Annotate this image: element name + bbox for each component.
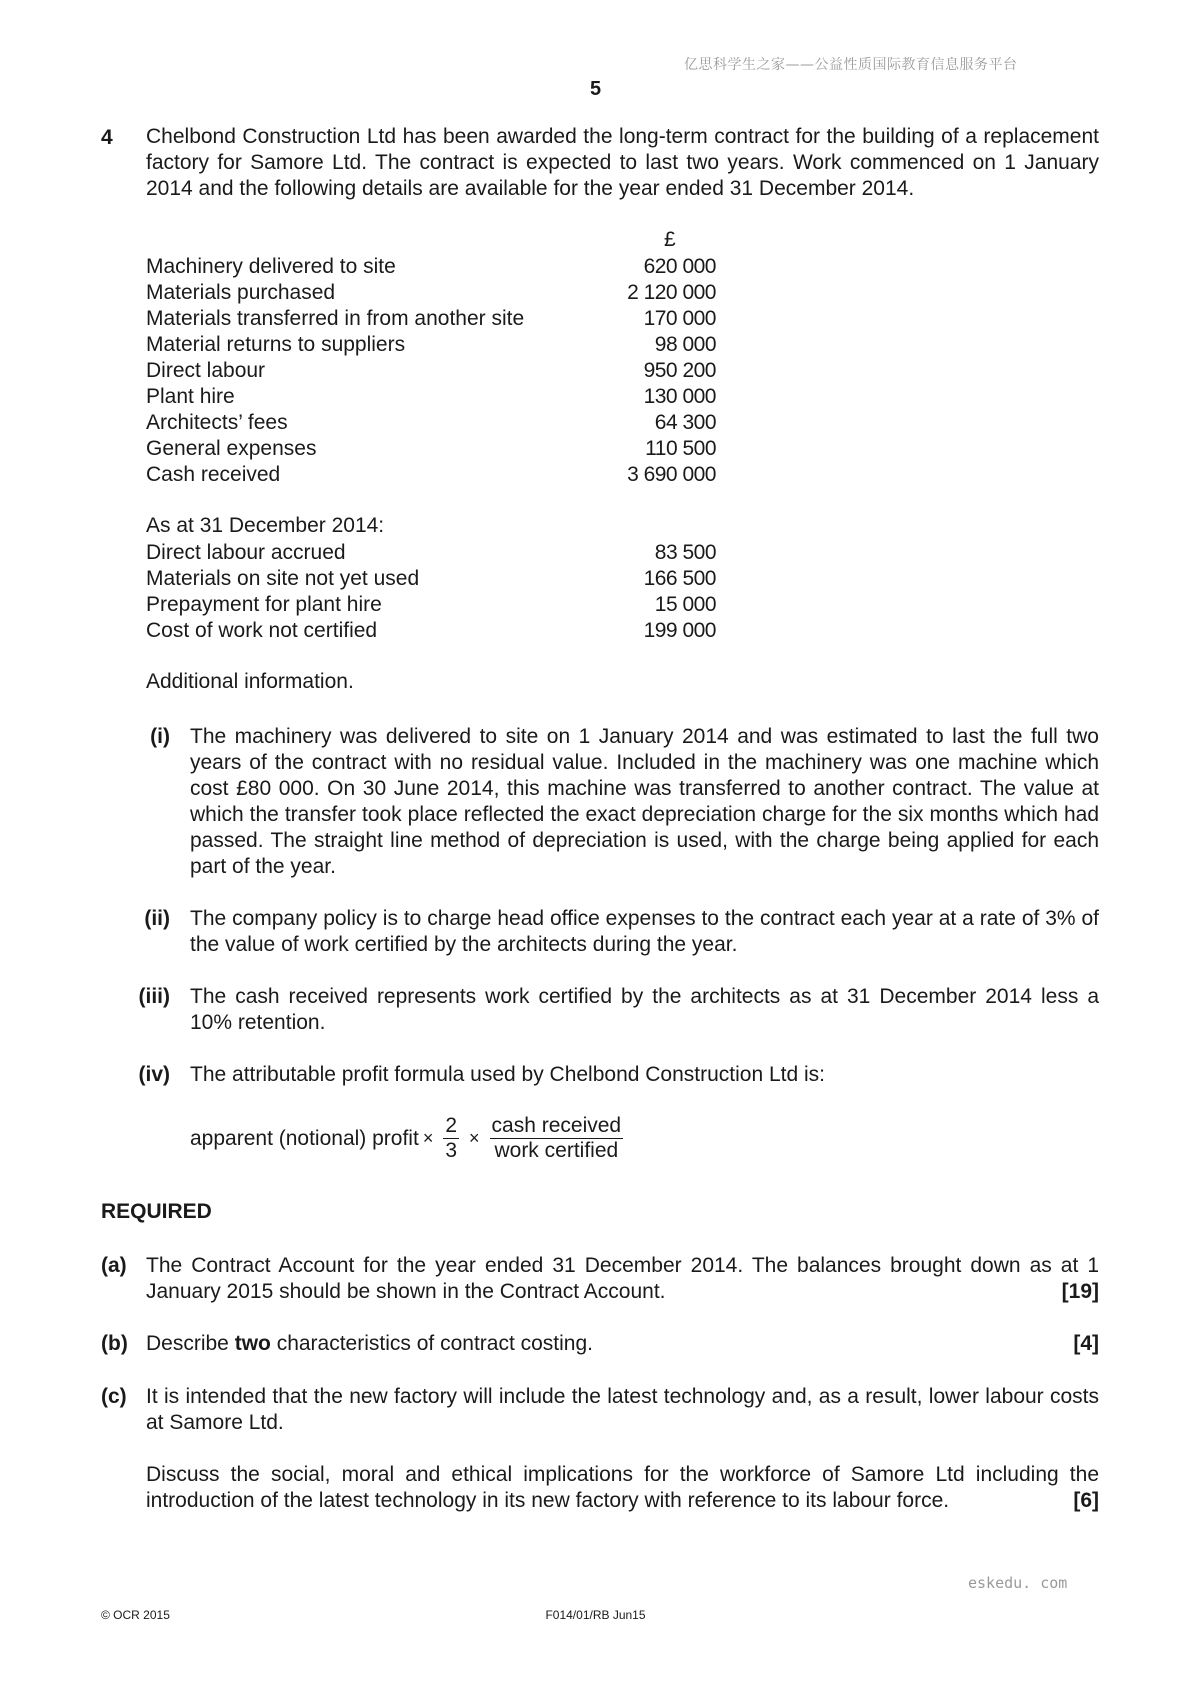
part-text-bold: two [234,1332,271,1355]
ledger-label: Materials transferred in from another site [146,307,525,330]
additional-info-heading: Additional information. [146,670,354,693]
part-text-after: characteristics of contract costing. [270,1332,593,1355]
page-number: 5 [589,78,602,100]
ledger-row [146,540,716,566]
part-label: (b) [101,1332,128,1355]
ledger-row [146,306,716,332]
fraction-cash-over-work [490,1114,624,1163]
ledger-row [146,592,716,618]
ledger-label: Cost of work not certified [146,619,378,642]
ledger-amount: 166 500 [643,567,716,590]
ledger-amount: 110 500 [645,437,716,460]
ledger-row [146,436,716,462]
watermark-header: 亿思科学生之家——公益性质国际教育信息服务平台 [684,57,1018,73]
ledger-amount: 2 120 000 [627,281,716,304]
ledger-row [146,332,716,358]
item-text: The company policy is to charge head office expenses to the contract each year at a rate of 3% of the value of work certified by the architects during the year. [190,907,1099,956]
required-heading: REQUIRED [101,1200,212,1223]
fraction-denominator: work certified [494,1139,619,1162]
ledger-label: Cash received [146,463,281,486]
watermark-footer: eskedu. com [968,1574,1068,1592]
ledger-row [146,384,716,410]
ledger-amount: 64 300 [654,411,716,434]
ledger-amount: 620 000 [643,255,716,278]
times-sign: × [422,1128,434,1148]
ledger-label: Machinery delivered to site [146,255,396,278]
ledger-label: Materials on site not yet used [146,567,420,590]
item-text: The cash received represents work certified by the architects as at 31 December 2014 less a 10% retention. [190,985,1099,1034]
ledger-amount: 83 500 [654,541,716,564]
as-at-heading: As at 31 December 2014: [146,514,385,537]
ledger-row [146,618,716,644]
ledger-label: Materials purchased [146,281,336,304]
ledger-label: Prepayment for plant hire [146,593,382,616]
marks: [6] [1073,1489,1099,1512]
part-label: (a) [101,1254,127,1277]
ledger-row [146,280,716,306]
ledger-label: Plant hire [146,385,235,408]
ledger-row [146,462,716,488]
marks: [19] [1061,1280,1099,1303]
fraction-denominator: 3 [445,1139,458,1162]
formula-prefix: apparent (notional) profit [190,1126,419,1150]
ledger-amount: 199 000 [643,619,716,642]
item-label: (iii) [138,985,170,1008]
ledger-label: Material returns to suppliers [146,333,406,356]
fraction-numerator: cash received [491,1114,622,1137]
fraction-numerator: 2 [445,1114,458,1137]
fraction-two-thirds [443,1114,459,1163]
times-sign: × [469,1128,480,1148]
part-label: (c) [101,1385,127,1408]
item-label: (iv) [138,1063,170,1086]
ledger-row [146,410,716,436]
attributable-profit-formula [190,1114,629,1163]
part-text: Discuss the social, moral and ethical implications for the workforce of Samore Ltd including the introduction of the latest technology in its new factory with reference to its labour force. [146,1463,1099,1512]
item-text: The machinery was delivered to site on 1 January 2014 and was estimated to last the full two years of the contract with no residual value. Included in the machinery was one machine which cost £80 000. On 30 June 2014, this machine was transferred to another contract. The value at which the transfer took place reflected the exact depreciation charge for the six months which had passed. The straight line method of depreciation is used, with the charge being applied for each part of the year. [190,725,1099,878]
part-text: The Contract Account for the year ended 31 December 2014. The balances brought down as at 1 January 2015 should be shown in the Contract Account. [146,1254,1099,1303]
item-text: The attributable profit formula used by Chelbond Construction Ltd is: [190,1063,826,1086]
question-number: 4 [101,126,113,149]
footer-copyright: © OCR 2015 [101,1608,170,1622]
ledger-row [146,358,716,384]
ledger-row [146,566,716,592]
ledger-amount: 15 000 [654,593,716,616]
ledger-label: General expenses [146,437,317,460]
ledger-row [146,254,716,280]
ledger-amount: 3 690 000 [627,463,716,486]
ledger-label: Architects’ fees [146,411,288,434]
item-label: (ii) [144,907,170,930]
part-text: It is intended that the new factory will include the latest technology and, as a result, lower labour costs at Samore Ltd. [146,1385,1099,1434]
marks: [4] [1073,1332,1099,1355]
ledger-table [146,254,716,488]
as-at-table [146,540,716,644]
part-text [146,1331,1099,1357]
ledger-amount: 130 000 [643,385,716,408]
currency-header: £ [664,228,676,251]
ledger-amount: 950 200 [643,359,716,382]
ledger-label: Direct labour [146,359,266,382]
footer-paper-code: F014/01/RB Jun15 [545,1608,646,1622]
part-text-before: Describe [146,1332,235,1355]
ledger-amount: 98 000 [654,333,716,356]
ledger-amount: 170 000 [643,307,716,330]
item-label: (i) [150,725,170,748]
question-intro: Chelbond Construction Ltd has been awarded the long-term contract for the building of a replacement factory for Samore Ltd. The contract is expected to last two years. Work commenced on 1 January 2014 and the following details are available for the year ended 31 December 2014. [146,125,1099,200]
part-c-discussion [146,1462,1099,1514]
ledger-label: Direct labour accrued [146,541,346,564]
